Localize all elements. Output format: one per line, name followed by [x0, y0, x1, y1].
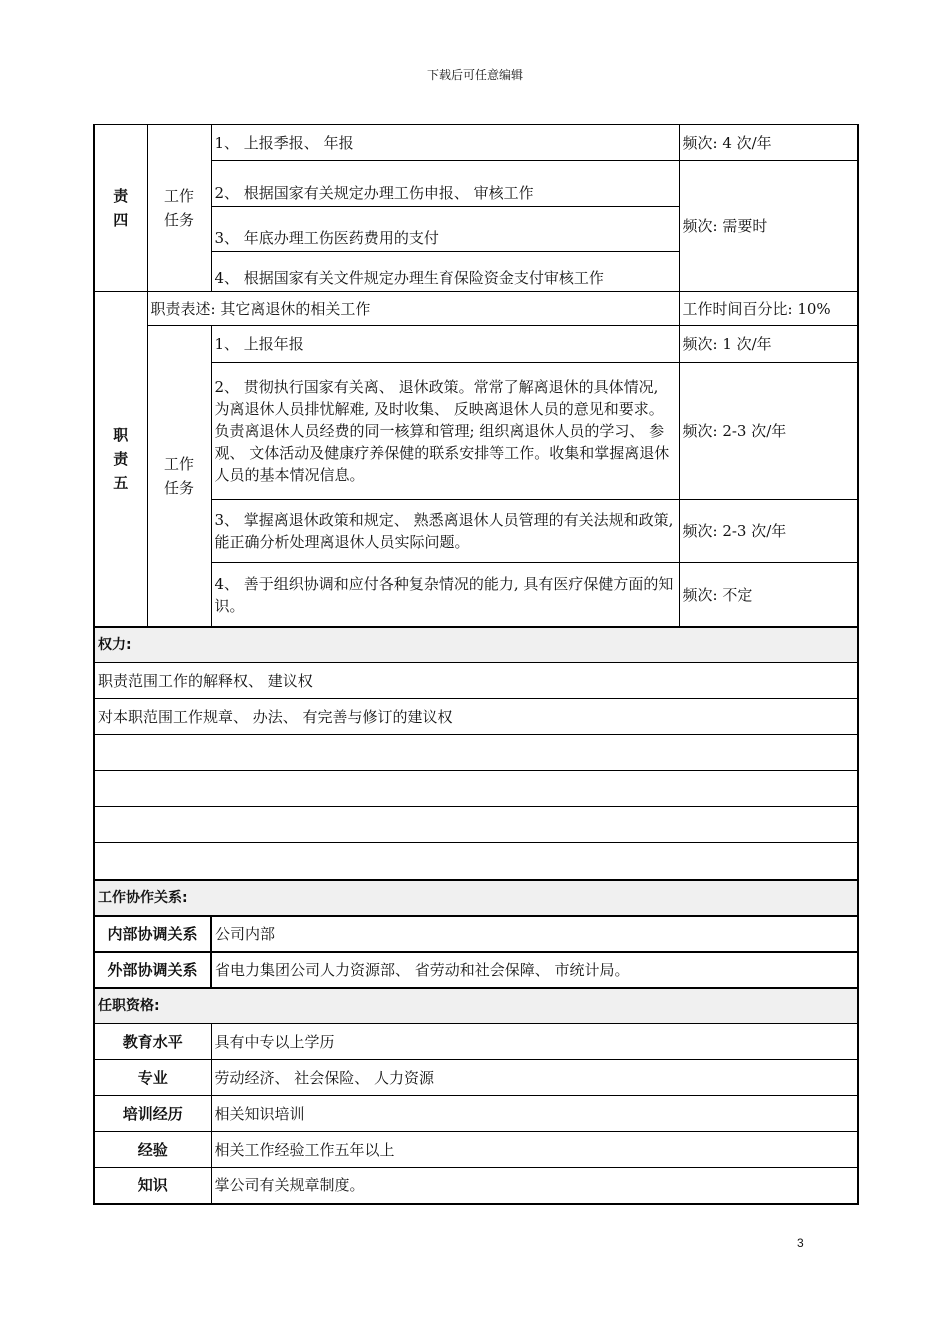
duty5-description: 职责表述: 其它离退休的相关工作	[147, 292, 679, 326]
duty4-task-2: 2、 根据国家有关规定办理工伤申报、 审核工作	[211, 161, 679, 207]
experience-label: 经验	[94, 1132, 211, 1168]
duty4-task-1: 1、 上报季报、 年报	[211, 125, 679, 161]
duty5-freq-1: 频次: 1 次/年	[679, 326, 858, 363]
duty4-task-3: 3、 年底办理工伤医药费用的支付	[211, 207, 679, 252]
duty4-freq-2: 频次: 需要时	[679, 161, 858, 292]
knowledge-value: 掌公司有关规章制度。	[211, 1168, 858, 1204]
authority-empty-row	[94, 771, 858, 807]
authority-item-2: 对本职范围工作规章、 办法、 有完善与修订的建议权	[94, 699, 858, 735]
cooperation-title: 工作协作关系:	[94, 880, 858, 916]
training-label: 培训经历	[94, 1096, 211, 1132]
duty5-freq-3: 频次: 2-3 次/年	[679, 500, 858, 563]
knowledge-label: 知识	[94, 1168, 211, 1204]
header-note: 下载后可任意编辑	[426, 68, 523, 82]
duty5-task-label: 工作 任务	[147, 326, 211, 627]
experience-value: 相关工作经验工作五年以上	[211, 1132, 858, 1168]
duty5-freq-2: 频次: 2-3 次/年	[679, 363, 858, 500]
authority-item-1: 职责范围工作的解释权、 建议权	[94, 663, 858, 699]
duty5-task-4: 4、 善于组织协调和应付各种复杂情况的能力, 具有医疗保健方面的知识。	[211, 563, 679, 627]
education-value: 具有中专以上学历	[211, 1024, 858, 1060]
authority-empty-row	[94, 843, 858, 880]
authority-title: 权力:	[94, 627, 858, 663]
duty5-task-2: 2、 贯彻执行国家有关离、 退休政策。常常了解离退休的具体情况, 为离退休人员排忧解难, 及时收集、 反映离退休人员的意见和要求。负责离退休人员经费的同一核算和管理; 组织离退休人员的学习、 参观、 文体活动及健康疗养保健的联系安排等工作。收集和掌握离退休人员的基本情况信息。	[211, 363, 679, 500]
major-label: 专业	[94, 1060, 211, 1096]
training-value: 相关知识培训	[211, 1096, 858, 1132]
duty5-freq-4: 频次: 不定	[679, 563, 858, 627]
education-label: 教育水平	[94, 1024, 211, 1060]
duty4-task-4: 4、 根据国家有关文件规定办理生育保险资金支付审核工作	[211, 252, 679, 292]
qualification-title: 任职资格:	[94, 988, 858, 1024]
duty4-freq-1: 频次: 4 次/年	[679, 125, 858, 161]
page-number: 3	[797, 1236, 804, 1250]
internal-coordination-value: 公司内部	[211, 916, 858, 952]
duty5-task-1: 1、 上报年报	[211, 326, 679, 363]
duty5-time-percent: 工作时间百分比: 10%	[679, 292, 858, 326]
authority-empty-row	[94, 807, 858, 843]
external-coordination-value: 省电力集团公司人力资源部、 省劳动和社会保障、 市统计局。	[211, 952, 858, 988]
duty4-task-label: 工作 任务	[147, 125, 211, 292]
external-coordination-label: 外部协调关系	[94, 952, 211, 988]
job-description-table	[93, 124, 859, 1205]
major-value: 劳动经济、 社会保险、 人力资源	[211, 1060, 858, 1096]
authority-empty-row	[94, 735, 858, 771]
internal-coordination-label: 内部协调关系	[94, 916, 211, 952]
duty4-label: 责 四	[94, 125, 147, 292]
duty5-label: 职 责 五	[94, 292, 147, 627]
duty5-task-3: 3、 掌握离退休政策和规定、 熟悉离退休人员管理的有关法规和政策, 能正确分析处理离退休人员实际问题。	[211, 500, 679, 563]
